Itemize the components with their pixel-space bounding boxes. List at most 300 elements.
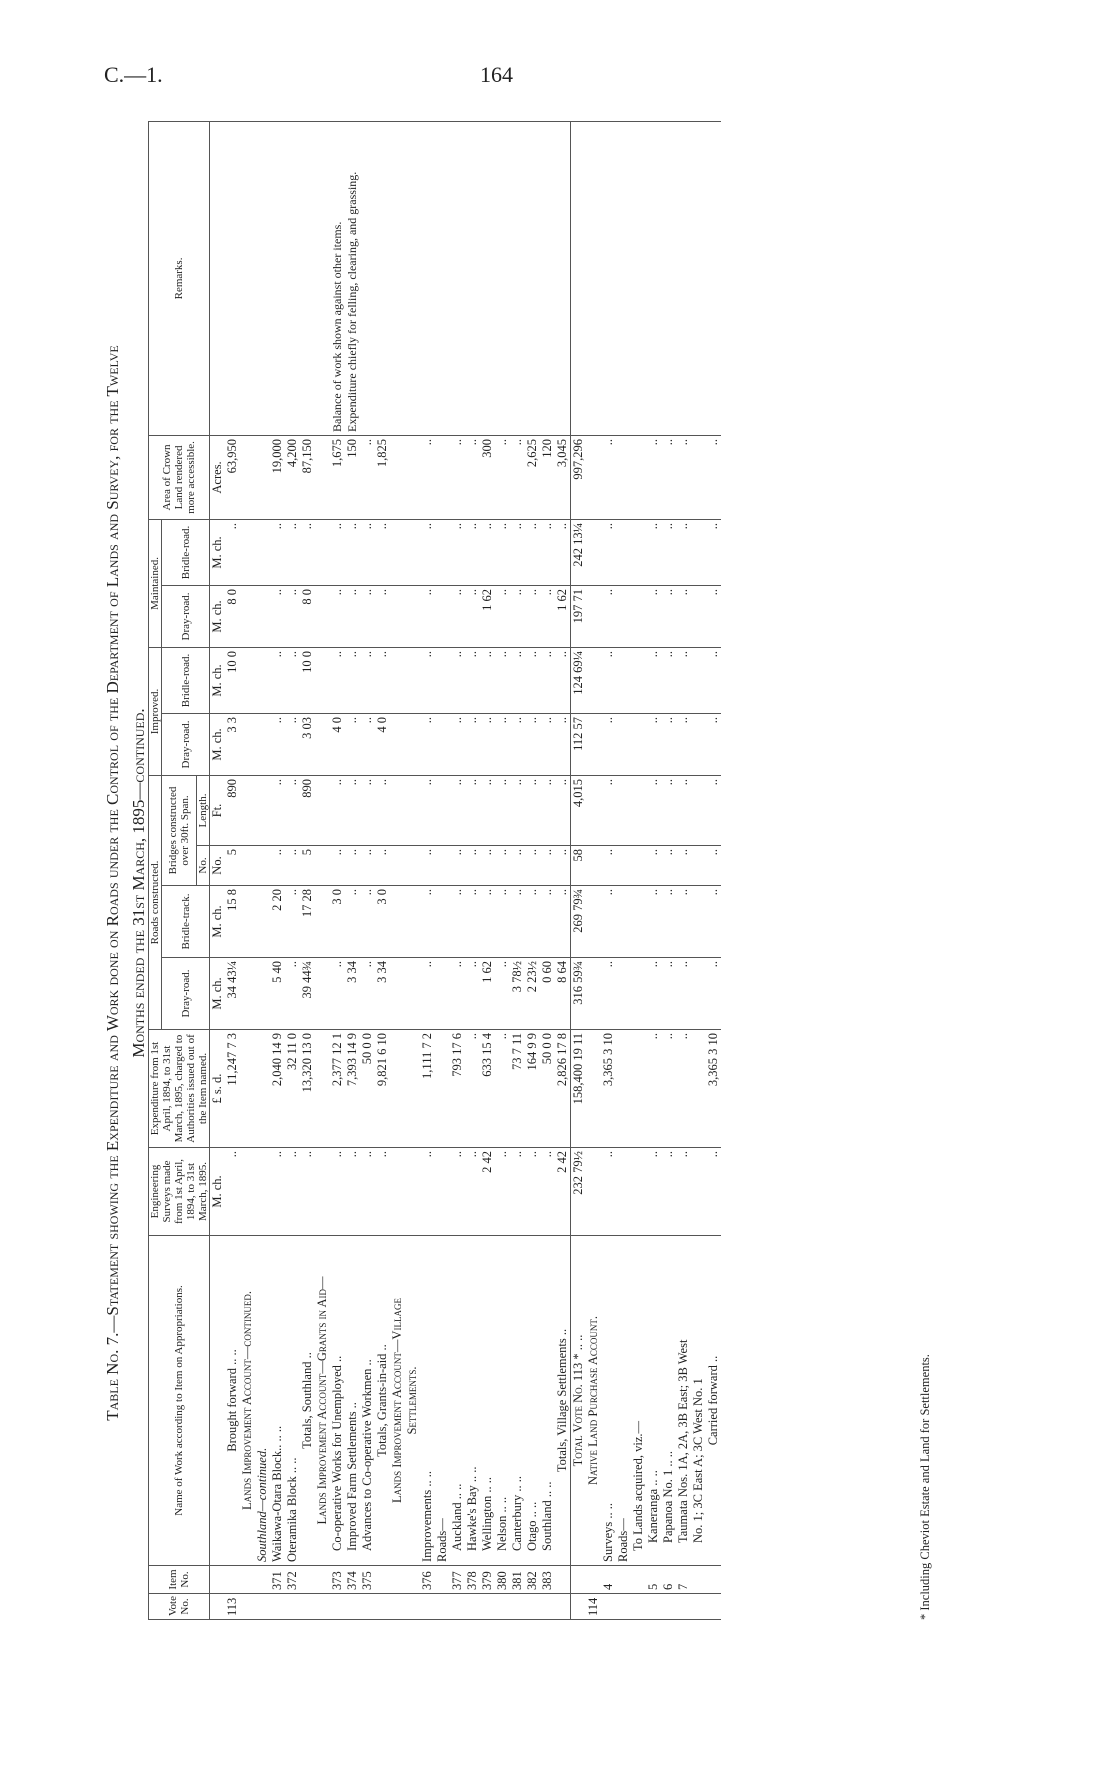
cell-rb: 3 0 [330,886,345,958]
cell-name: To Lands acquired, viz.— [631,1236,646,1566]
col-roads: Roads constructed. [149,775,162,1029]
cell-id: .. [420,713,435,775]
cell-eng: .. [270,1148,285,1236]
cell-rd: .. [465,958,480,1030]
cell-area: 63,950 [225,435,240,519]
cell-id: .. [510,713,525,775]
table-row [601,121,616,1619]
cell-md: .. [450,585,465,647]
cell-mb [255,519,270,585]
cell-name: Improved Farm Settlements .. [345,1236,360,1566]
cell-id: .. [661,713,676,775]
table-title-line1: Table No. 7.—Statement showing the Expenditure and Work done on Roads under the Control of the Department of Lands and Survey, for the Twelve [103,345,122,1421]
cell-bno: .. [270,846,285,886]
cell-id [435,713,450,775]
cell-vote [345,1594,360,1620]
cell-area: .. [450,435,465,519]
cell-item: 372 [285,1566,300,1594]
cell-md [405,585,420,647]
cell-rb: .. [360,886,375,958]
cell-mb [240,519,255,585]
cell-vote [616,1594,631,1620]
cell-rmk [525,121,540,435]
cell-rd [691,958,706,1030]
cell-id [240,713,255,775]
col-maintained: Maintained. [149,519,162,647]
cell-bno: .. [676,846,691,886]
cell-mb: .. [495,519,510,585]
cell-ib [255,647,270,713]
table-row [225,121,240,1619]
cell-eng: .. [646,1148,661,1236]
cell-md [631,585,646,647]
rotated-table-page [100,118,980,1648]
cell-bno: .. [480,846,495,886]
col-exp: Expenditure from 1st April, 1894, to 31st March, 1895, charged to Authorities issued out of the Item named. [149,1030,210,1148]
cell-vote [405,1594,420,1620]
cell-blen: .. [540,775,555,845]
unit: £ s. d. [210,1030,226,1148]
cell-area [691,435,706,519]
cell-rb [586,886,601,958]
cell-vote [571,1594,587,1620]
cell-name: Advances to Co-operative Workmen .. [360,1236,375,1566]
cell-exp [616,1030,631,1148]
cell-mb: 242 13¼ [571,519,587,585]
cell-rmk [435,121,450,435]
cell-id: 112 57 [571,713,587,775]
cell-exp [390,1030,405,1148]
cell-rd: .. [676,958,691,1030]
cell-rmk [390,121,405,435]
cell-mb: .. [706,519,721,585]
cell-vote [420,1594,435,1620]
cell-ib: .. [495,647,510,713]
cell-eng: .. [525,1148,540,1236]
cell-rmk: Balance of work shown against other items. [330,121,345,435]
cell-ib [631,647,646,713]
cell-vote [495,1594,510,1620]
cell-exp: 158,400 19 11 [571,1030,587,1148]
cell-bno: .. [540,846,555,886]
cell-rd: .. [420,958,435,1030]
cell-item: 379 [480,1566,495,1594]
cell-eng: .. [420,1148,435,1236]
cell-rb [255,886,270,958]
cell-eng [586,1148,601,1236]
cell-mb: .. [676,519,691,585]
cell-ib: .. [450,647,465,713]
cell-name: Total Vote No. 113 * .. .. [571,1236,587,1566]
cell-rmk [480,121,495,435]
cell-bno: .. [285,846,300,886]
cell-id: .. [495,713,510,775]
cell-item [691,1566,706,1594]
cell-rd: 3 78½ [510,958,525,1030]
cell-blen: .. [480,775,495,845]
cell-rmk [255,121,270,435]
cell-mb: .. [270,519,285,585]
cell-item: 383 [540,1566,555,1594]
cell-eng [240,1148,255,1236]
cell-eng [405,1148,420,1236]
cell-vote [555,1594,571,1620]
cell-area [255,435,270,519]
cell-rd: .. [706,958,721,1030]
cell-id [631,713,646,775]
cell-bno: .. [330,846,345,886]
cell-ib [616,647,631,713]
cell-rmk [601,121,616,435]
cell-area: 4,200 [285,435,300,519]
cell-item [255,1566,270,1594]
cell-item: 381 [510,1566,525,1594]
table-row [315,121,330,1619]
cell-mb: .. [540,519,555,585]
cell-rd: .. [360,958,375,1030]
cell-mb [390,519,405,585]
cell-rb: 17 28 [300,886,315,958]
cell-name: Lands Improvement Account—Grants in Aid— [315,1236,330,1566]
cell-bno: 5 [225,846,240,886]
cell-md: .. [420,585,435,647]
cell-bno [616,846,631,886]
cell-md: 1 62 [555,585,571,647]
cell-eng: .. [510,1148,525,1236]
cell-md [586,585,601,647]
col-area: Area of Crown Land rendered more accessible. [149,435,210,519]
cell-area [586,435,601,519]
cell-md: .. [330,585,345,647]
cell-vote: 113 [225,1594,240,1620]
cell-md [691,585,706,647]
cell-blen: .. [555,775,571,845]
cell-name: Taumata Nos. 1A, 2A, 3B East; 3B West [676,1236,691,1566]
cell-id: .. [525,713,540,775]
cell-rmk [510,121,525,435]
cell-blen [405,775,420,845]
cell-rd: 3 34 [375,958,390,1030]
col-remarks: Remarks. [149,121,210,435]
cell-mb: .. [420,519,435,585]
cell-rb: .. [450,886,465,958]
cell-vote [315,1594,330,1620]
table-row [571,121,587,1619]
table-title-line2: Months ended the 31st March, 1895—continued. [129,708,148,1058]
cell-rmk [315,121,330,435]
cell-vote [691,1594,706,1620]
cell-vote: 114 [586,1594,601,1620]
units-row [210,121,226,1619]
cell-rmk: Expenditure chiefly for felling, clearing, and grassing. [345,121,360,435]
cell-id: .. [345,713,360,775]
cell-md: .. [345,585,360,647]
col-improved-bridle: Bridle-road. [162,647,210,713]
cell-bno: .. [601,846,616,886]
cell-rd: .. [661,958,676,1030]
cell-eng: .. [465,1148,480,1236]
cell-bno [255,846,270,886]
cell-ib: .. [465,647,480,713]
cell-rb: .. [285,886,300,958]
cell-vote [525,1594,540,1620]
cell-ib [390,647,405,713]
cell-rd: 39 44¾ [300,958,315,1030]
cell-md [315,585,330,647]
cell-md: 8 0 [300,585,315,647]
col-name: Name of Work according to Item on Appropriations. [149,1236,210,1566]
cell-area [631,435,646,519]
cell-md: 1 62 [480,585,495,647]
cell-name: Canterbury .. .. [510,1236,525,1566]
cell-rb: .. [540,886,555,958]
unit: No. [210,846,226,886]
cell-rmk [465,121,480,435]
cell-area [315,435,330,519]
cell-rd: .. [495,958,510,1030]
cell-ib: .. [601,647,616,713]
cell-rb: .. [555,886,571,958]
cell-blen [586,775,601,845]
cell-name: Settlements. [405,1236,420,1566]
cell-area: .. [646,435,661,519]
cell-name: Papanoa No. 1 .. .. [661,1236,676,1566]
col-roads-dray: Dray-road. [162,958,210,1030]
table-row [405,121,420,1619]
cell-mb: .. [661,519,676,585]
cell-md: 197 71 [571,585,587,647]
cell-blen: .. [676,775,691,845]
col-eng: Engineering Surveys made from 1st April, 1894, to 31st March, 1895. [149,1148,210,1236]
cell-rmk [225,121,240,435]
cell-rmk [420,121,435,435]
cell-md [390,585,405,647]
cell-rmk [495,121,510,435]
cell-exp [240,1030,255,1148]
cell-name: Lands Improvement Account—continued. [240,1236,255,1566]
cell-name: Southland—continued. [255,1236,270,1566]
cell-area: 120 [540,435,555,519]
page-reference: C.—1. [104,62,163,87]
cell-blen: 4,015 [571,775,587,845]
cell-rd: 0 60 [540,958,555,1030]
cell-eng [631,1148,646,1236]
cell-blen: .. [525,775,540,845]
cell-id [255,713,270,775]
cell-exp [315,1030,330,1148]
cell-bno: .. [646,846,661,886]
cell-ib: .. [330,647,345,713]
cell-vote [450,1594,465,1620]
cell-vote [360,1594,375,1620]
cell-rmk [405,121,420,435]
cell-item [616,1566,631,1594]
cell-eng: 2 42 [480,1148,495,1236]
roads-expenditure-table [148,121,721,1620]
cell-blen: .. [450,775,465,845]
cell-rd [405,958,420,1030]
cell-rd: .. [450,958,465,1030]
cell-rb [315,886,330,958]
cell-vote [646,1594,661,1620]
cell-mb: .. [375,519,390,585]
cell-blen [240,775,255,845]
cell-vote [270,1594,285,1620]
cell-rmk [691,121,706,435]
cell-mb: .. [555,519,571,585]
cell-exp: 11,247 7 3 [225,1030,240,1148]
cell-blen: .. [345,775,360,845]
cell-id: .. [480,713,495,775]
cell-rmk [631,121,646,435]
cell-ib: .. [375,647,390,713]
cell-exp: 793 17 6 [450,1030,465,1148]
cell-ib: .. [676,647,691,713]
cell-name: Nelson .. .. [495,1236,510,1566]
cell-area [240,435,255,519]
cell-ib [240,647,255,713]
cell-id [390,713,405,775]
cell-bno: 5 [300,846,315,886]
page-number: 164 [480,62,513,87]
cell-eng: .. [706,1148,721,1236]
cell-rb: 269 79¾ [571,886,587,958]
unit: M. ch. [210,886,226,958]
cell-blen [390,775,405,845]
cell-blen: .. [330,775,345,845]
cell-eng [315,1148,330,1236]
cell-rb: .. [465,886,480,958]
table-row [616,121,631,1619]
cell-area: .. [601,435,616,519]
cell-rmk [285,121,300,435]
cell-rd: 3 34 [345,958,360,1030]
cell-rb [691,886,706,958]
cell-area: .. [510,435,525,519]
cell-item: 378 [465,1566,480,1594]
cell-mb [586,519,601,585]
cell-eng: .. [676,1148,691,1236]
cell-id: .. [555,713,571,775]
cell-exp: .. [465,1030,480,1148]
cell-blen: .. [465,775,480,845]
cell-vote [661,1594,676,1620]
table-title [100,118,152,1648]
cell-rb [240,886,255,958]
table-row [540,121,555,1619]
cell-blen: .. [495,775,510,845]
cell-vote [480,1594,495,1620]
cell-md: .. [375,585,390,647]
cell-eng: .. [300,1148,315,1236]
cell-vote [706,1594,721,1620]
cell-mb [435,519,450,585]
cell-exp [631,1030,646,1148]
cell-name: Roads— [616,1236,631,1566]
cell-rd [315,958,330,1030]
cell-vote [255,1594,270,1620]
cell-blen [435,775,450,845]
cell-blen [631,775,646,845]
cell-exp [405,1030,420,1148]
cell-rb: .. [480,886,495,958]
cell-area: .. [360,435,375,519]
cell-eng: 2 42 [555,1148,571,1236]
cell-rd [631,958,646,1030]
cell-name: Wellington .. .. [480,1236,495,1566]
cell-eng [435,1148,450,1236]
cell-eng: .. [601,1148,616,1236]
cell-ib: .. [555,647,571,713]
cell-blen: .. [601,775,616,845]
cell-bno [691,846,706,886]
cell-item [586,1566,601,1594]
cell-bno: .. [555,846,571,886]
unit: Ft. [210,775,226,845]
cell-mb [616,519,631,585]
cell-rd: 5 40 [270,958,285,1030]
col-bridges-no: No. [197,846,210,886]
cell-id: .. [706,713,721,775]
cell-vote [601,1594,616,1620]
cell-vote [465,1594,480,1620]
cell-md: .. [285,585,300,647]
cell-md: .. [646,585,661,647]
unit: Acres. [210,435,226,519]
cell-name: Brought forward .. .. [225,1236,240,1566]
cell-blen [616,775,631,845]
cell-id: .. [540,713,555,775]
cell-eng: .. [495,1148,510,1236]
cell-rd: 1 62 [480,958,495,1030]
cell-name: Roads— [435,1236,450,1566]
cell-bno [631,846,646,886]
cell-ib [586,647,601,713]
cell-id [616,713,631,775]
cell-rd [616,958,631,1030]
table-row [390,121,405,1619]
cell-exp [435,1030,450,1148]
cell-exp: 2,377 12 1 [330,1030,345,1148]
cell-ib: .. [540,647,555,713]
cell-id [691,713,706,775]
table-row [465,121,480,1619]
cell-md [616,585,631,647]
cell-mb: .. [480,519,495,585]
table-row [676,121,691,1619]
cell-rd: .. [285,958,300,1030]
cell-rmk [676,121,691,435]
cell-exp [691,1030,706,1148]
cell-md: .. [601,585,616,647]
cell-rmk [375,121,390,435]
cell-id: .. [360,713,375,775]
cell-rmk [571,121,587,435]
cell-bno: .. [661,846,676,886]
cell-ib: .. [510,647,525,713]
cell-exp: 164 9 9 [525,1030,540,1148]
cell-eng: .. [360,1148,375,1236]
cell-name: Native Land Purchase Account. [586,1236,601,1566]
cell-rmk [555,121,571,435]
cell-rb: .. [646,886,661,958]
cell-bno [240,846,255,886]
cell-mb: .. [646,519,661,585]
cell-eng [255,1148,270,1236]
cell-ib: .. [661,647,676,713]
table-row [495,121,510,1619]
cell-blen: 890 [225,775,240,845]
